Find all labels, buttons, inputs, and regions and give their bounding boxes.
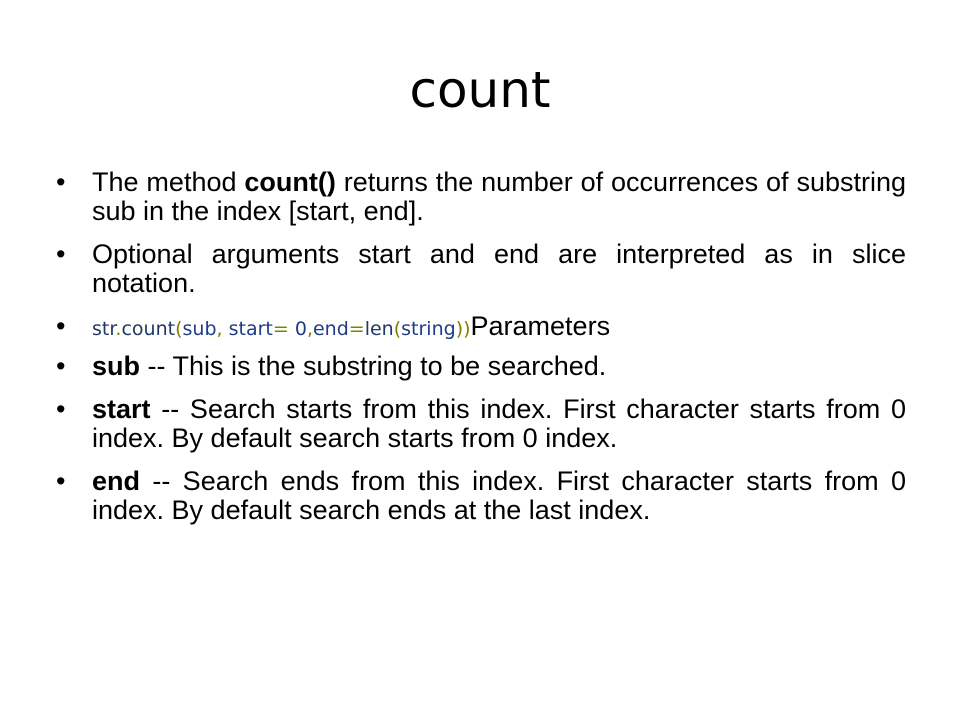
code-token: ( bbox=[175, 318, 183, 340]
bullet-item-optional-args bbox=[56, 240, 906, 298]
bullet-marker: • bbox=[56, 311, 66, 341]
code-token: string bbox=[401, 318, 456, 340]
parameters-heading: Parameters bbox=[470, 311, 611, 341]
code-token: str bbox=[92, 318, 116, 340]
code-token: = bbox=[348, 318, 365, 340]
bullet-marker: • bbox=[56, 466, 66, 496]
bullet-item-count-method bbox=[56, 168, 906, 226]
param-description: -- Search starts from this index. First character starts from 0 index. By default search starts from 0 index. bbox=[92, 394, 906, 453]
bullet-text-pre: The method bbox=[92, 167, 245, 197]
bullet-marker: • bbox=[56, 351, 66, 381]
code-token: sub bbox=[182, 318, 217, 340]
bullet-text: Optional arguments start and end are interpreted as in slice notation. bbox=[92, 239, 906, 298]
code-token: )) bbox=[455, 318, 471, 340]
bullet-marker: • bbox=[56, 394, 66, 424]
bullet-item-sub bbox=[56, 352, 906, 381]
code-token: 0 bbox=[294, 318, 307, 340]
code-token: , bbox=[306, 318, 313, 340]
code-token: = bbox=[272, 318, 295, 340]
param-description: -- Search ends from this index. First character starts from 0 index. By default search ends at the last index. bbox=[92, 466, 906, 525]
code-token: len bbox=[364, 318, 394, 340]
code-token: , bbox=[216, 318, 229, 340]
code-token: end bbox=[312, 318, 349, 340]
param-name: start bbox=[92, 394, 151, 424]
param-name: end bbox=[92, 466, 141, 496]
bullet-item-signature bbox=[56, 312, 906, 344]
code-token: . bbox=[115, 318, 122, 340]
bullet-list bbox=[56, 168, 906, 539]
bullet-marker: • bbox=[56, 239, 66, 269]
param-name: sub bbox=[92, 351, 141, 381]
slide-title: count bbox=[409, 61, 551, 119]
bullet-item-start bbox=[56, 395, 906, 453]
code-token: ( bbox=[393, 318, 402, 340]
param-description: -- This is the substring to be searched. bbox=[140, 351, 607, 381]
bullet-item-end bbox=[56, 467, 906, 525]
bullet-text-post: returns the number of occurrences of substring sub in the index [start, end]. bbox=[92, 167, 906, 226]
bullet-text-bold: count() bbox=[244, 167, 336, 197]
bullet-marker: • bbox=[56, 167, 66, 197]
code-token: count bbox=[121, 318, 176, 340]
code-token: start bbox=[228, 318, 273, 340]
code-signature bbox=[92, 318, 471, 340]
